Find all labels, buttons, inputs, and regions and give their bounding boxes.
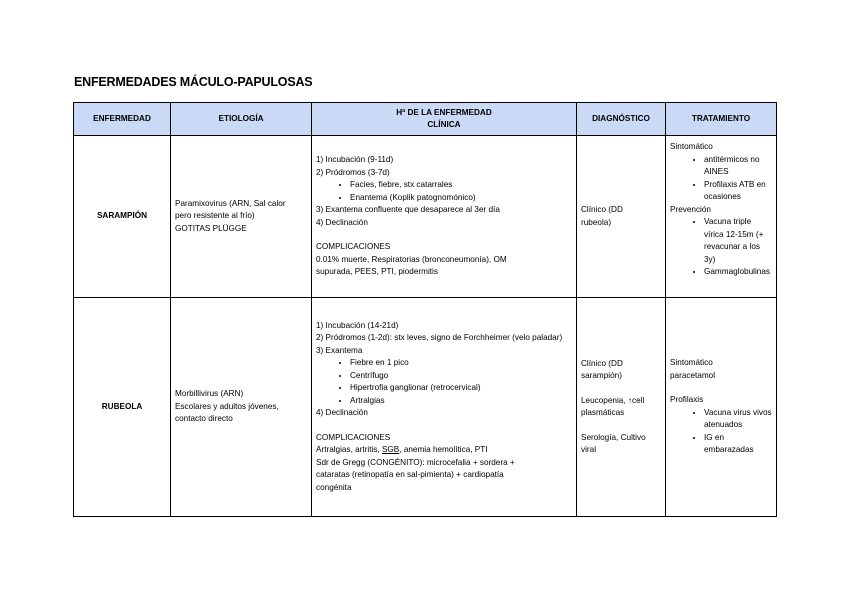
etiologia-line: Paramixovirus (ARN, Sal calor bbox=[175, 198, 286, 208]
etiologia-line: contacto directo bbox=[175, 414, 233, 424]
list-item: • Facies, fiebre, stx catarrales bbox=[350, 179, 572, 192]
clinica-line: 4) Declinación bbox=[316, 408, 368, 418]
diagnostico-line: plasmáticas bbox=[581, 408, 625, 417]
diagnostico-sarampion bbox=[577, 136, 666, 298]
diagnostico-line: Serología, Cultivo bbox=[581, 432, 646, 442]
tratamiento-heading: Sintomático bbox=[670, 142, 713, 151]
etiologia-line: Morbillivirus (ARN) bbox=[175, 389, 244, 399]
complicaciones-line: cataratas (retinopatía en sal-pimienta) + cardiopatía bbox=[316, 470, 504, 480]
complicaciones-title: COMPLICACIONES bbox=[316, 242, 391, 252]
disease-name-rubeola: RUBEOLA bbox=[74, 298, 171, 517]
clinica-rubeola bbox=[312, 298, 577, 517]
list-item: • Profilaxis ATB en ocasiones bbox=[704, 179, 772, 204]
diagnostico-line: Clínico (DD bbox=[581, 358, 623, 368]
clinica-bullets bbox=[316, 179, 572, 204]
disease-name-sarampion: SARAMPIÓN bbox=[74, 136, 171, 298]
clinica-line: 2) Pródromos (1-2d): stx leves, signo de Forchheimer (velo paladar) bbox=[316, 333, 563, 343]
header-clinica-line2: CLÍNICA bbox=[427, 120, 461, 129]
tratamiento-rubeola bbox=[666, 298, 777, 517]
etiologia-line: GOTITAS PLÜGGE bbox=[175, 223, 247, 233]
header-tratamiento: TRATAMIENTO bbox=[666, 103, 777, 136]
diagnostico-line: sarampión) bbox=[581, 371, 622, 380]
list-item: • Enantema (Koplik patognomónico) bbox=[350, 192, 572, 205]
clinica-line: 4) Declinación bbox=[316, 217, 368, 227]
list-item: • IG en embarazadas bbox=[704, 432, 772, 457]
complicaciones-line bbox=[316, 444, 572, 457]
list-item: • Vacuna triple vírica 12-15m (+ revacunar a los 3y) bbox=[704, 216, 772, 266]
clinica-line: 3) Exantema bbox=[316, 345, 363, 355]
clinica-line: 1) Incubación (14-21d) bbox=[316, 320, 399, 330]
table-row-sarampion bbox=[74, 136, 777, 298]
list-item: • Hipertrofia ganglionar (retrocervical) bbox=[350, 382, 572, 395]
tratamiento-heading: Profilaxis bbox=[670, 395, 704, 405]
diagnostico-line: Clínico (DD bbox=[581, 205, 623, 214]
complicaciones-line: supurada, PEES, PTI, piodermitis bbox=[316, 267, 438, 277]
tratamiento-heading: Prevención bbox=[670, 204, 711, 214]
header-clinica bbox=[312, 103, 577, 136]
header-etiologia: ETIOLOGÍA bbox=[171, 103, 312, 136]
tratamiento-bullets bbox=[670, 407, 772, 457]
etiologia-line: pero resistente al frío) bbox=[175, 211, 255, 221]
header-clinica-line1: Hª DE LA ENFERMEDAD bbox=[396, 107, 492, 117]
clinica-line: 2) Pródromos (3-7d) bbox=[316, 167, 390, 177]
header-enfermedad: ENFERMEDAD bbox=[74, 103, 171, 136]
complicaciones-title: COMPLICACIONES bbox=[316, 432, 391, 442]
list-item: • Vacuna virus vivos atenuados bbox=[704, 407, 772, 432]
diagnostico-line: rubeola) bbox=[581, 217, 612, 227]
diseases-table bbox=[73, 102, 777, 517]
complicaciones-line: 0.01% muerte, Respiratorias (bronconeumonía), OM bbox=[316, 254, 507, 264]
tratamiento-heading: Sintomático bbox=[670, 358, 713, 368]
clinica-line: 3) Exantema confluente que desaparece al 3er día bbox=[316, 205, 500, 215]
diagnostico-line: Leucopenia, ↑cell bbox=[581, 395, 645, 405]
list-item: • antitérmicos no AINES bbox=[704, 154, 772, 179]
diagnostico-rubeola bbox=[577, 298, 666, 517]
comp-sgb: SGB bbox=[381, 445, 400, 455]
comp-text: Artralgias, artritis, bbox=[316, 445, 382, 455]
etiologia-line: Escolares y adultos jóvenes, bbox=[175, 401, 279, 411]
page-title: ENFERMEDADES MÁCULO-PAPULOSAS bbox=[74, 75, 313, 89]
list-item: • Centrífugo bbox=[350, 370, 572, 383]
list-item: • Gammaglobulinas bbox=[704, 266, 772, 279]
clinica-sarampion bbox=[312, 136, 577, 298]
clinica-line: 1) Incubación (9-11d) bbox=[316, 155, 394, 165]
clinica-bullets bbox=[316, 357, 572, 407]
table-row-rubeola bbox=[74, 298, 777, 517]
tratamiento-bullets bbox=[670, 154, 772, 204]
tratamiento-line: paracetamol bbox=[670, 370, 716, 380]
diagnostico-line: viral bbox=[581, 445, 597, 454]
etiologia-rubeola bbox=[171, 298, 312, 517]
header-diagnostico: DIAGNÓSTICO bbox=[577, 103, 666, 136]
tratamiento-sarampion bbox=[666, 136, 777, 298]
tratamiento-bullets bbox=[670, 216, 772, 279]
list-item: • Artralgias bbox=[350, 395, 572, 408]
etiologia-sarampion bbox=[171, 136, 312, 298]
complicaciones-line: Sdr de Gregg (CONGÉNITO): microcefalia + sordera + bbox=[316, 457, 515, 467]
complicaciones-line: congénita bbox=[316, 482, 352, 492]
table-header-row bbox=[74, 103, 777, 136]
comp-text: , anemia hemolítica, PTI bbox=[399, 445, 488, 455]
list-item: • Fiebre en 1 pico bbox=[350, 357, 572, 370]
